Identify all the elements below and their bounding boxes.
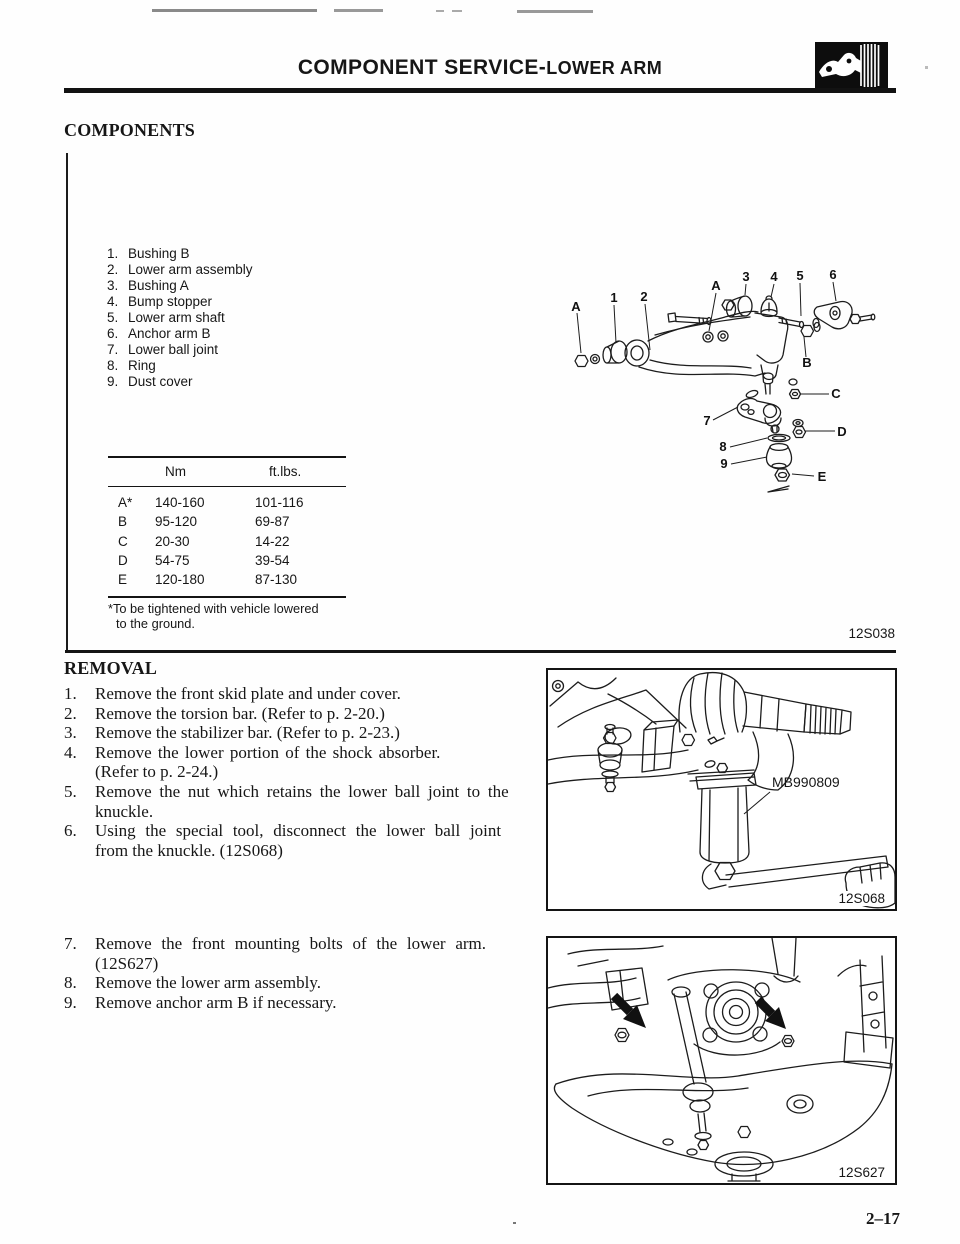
parts-list-item: 7. Lower ball joint [107,341,219,357]
scan-artifact-dot [452,10,462,12]
parts-list-item: 1. Bushing B [107,246,190,261]
diagram-label: 5 [796,268,804,283]
lower-arm-assembly [554,1061,892,1181]
hub-assembly [703,982,769,1042]
torque-row: A* 140-160 101-116 [118,495,304,510]
knuckle [838,956,893,1068]
figure-code: 12S068 [835,891,888,906]
scan-artifact-line [152,9,317,12]
scan-artifact-line [517,10,593,13]
scan-artifact-dot [436,10,444,12]
suspension-arm-wheel-icon [815,42,888,89]
diagram-leader-lines [577,282,836,476]
bolt-arrow-icon [614,996,786,1029]
arm-bolt [668,313,711,325]
stabilizer-link [672,987,713,1150]
torque-table-header [108,458,346,487]
torque-row: B 95-120 69-87 [118,514,290,530]
callout-leader-line [744,792,770,814]
components-heading: COMPONENTS [64,120,196,140]
removal-steps-1-6 [64,684,522,860]
page-title-main: COMPONENT SERVICE- [297,56,547,79]
parts-list-item: 2. Lower arm assembly [107,261,253,277]
removal-step: 5. Remove the nut which retains the lower ball joint to the knuckle. [64,781,509,821]
removal-step: 9. Remove anchor arm B if necessary. [64,992,337,1012]
parts-list-item: 9. Dust cover [107,373,193,389]
components-box-left-border [66,153,68,652]
parts-list-item: 8. Ring [107,357,156,373]
page-number: 2–17 [866,1209,900,1228]
removal-step: 3. Remove the stabilizer bar. (Refer to p. 2-23.) [64,723,400,743]
lower-arm-bolts-drawing [548,938,895,1183]
torque-table [108,456,346,598]
scan-artifact-dot [513,1222,516,1224]
diagram-label: 7 [703,413,711,428]
parts-list-item: 6. Anchor arm B [107,325,211,341]
figure-ball-joint-tool [546,668,897,911]
diagram-label: A [571,299,581,314]
anchor-arm-b [813,302,875,329]
components-box-bottom-border [65,650,896,653]
torque-row: E 120-180 87-130 [118,572,298,588]
exploded-diagram-drawing [555,255,900,505]
diagram-label: D [837,424,847,439]
torque-col-ftlbs: ft.lbs. [269,464,302,479]
header-rule [64,88,896,93]
torque-col-nm: Nm [165,464,186,479]
torque-table-body [108,487,346,596]
components-parts-list [107,246,253,390]
diagram-label: E [817,469,827,484]
parts-list-item: 4. Bump stopper [107,293,213,309]
bushing-b-parts [575,341,627,367]
removal-step: 6. Using the special tool, disconnect the lower ball joint from the knuckle. (12S068) [64,821,502,860]
diagram-label: 3 [742,269,750,284]
diagram-label: 8 [719,439,727,454]
diagram-label: B [802,355,812,370]
lower-arm-shaft [779,318,804,328]
diagram-label: 2 [640,289,648,304]
removal-step: 2. Remove the torsion bar. (Refer to p. 2-20.) [64,703,385,723]
exploded-diagram [555,255,900,505]
torque-row: C 20-30 14-22 [118,533,290,549]
figure-lower-arm-bolts [546,936,897,1185]
special-tool-callout: MB990809 [772,774,840,790]
removal-step: 8. Remove the lower arm assembly. [64,973,321,993]
figure-code: 12S627 [835,1165,888,1180]
components-figure-code: 12S038 [848,626,895,641]
removal-steps-7-9 [64,934,522,1012]
parts-list-item: 3. Bushing A [107,277,189,293]
torque-row: D 54-75 39-54 [118,552,290,568]
diagram-label: A [711,278,721,293]
diagram-label: 4 [770,269,778,284]
removal-step: 1. Remove the front skid plate and under cover. [64,684,401,703]
diagram-label: 9 [720,456,728,471]
torque-footnote: *To be tightened with vehicle lowered to the ground. [108,601,319,631]
special-tool [688,760,756,880]
removal-step: 7. Remove the front mounting bolts of the lower arm. (12S627) [64,934,487,973]
page-title-sub: LOWER ARM [546,58,663,78]
removal-step: 4. Remove the lower portion of the shock absorber. (Refer to p. 2-24.) [64,742,441,782]
diagram-label: 6 [829,267,837,282]
diagram-label: C [831,386,841,401]
ball-joint-tool-drawing [548,670,895,909]
scan-artifact-line [334,9,383,12]
parts-list-item: 5. Lower arm shaft [107,309,225,325]
removal-heading: REMOVAL [64,658,158,678]
diagram-labels [571,267,846,484]
diagram-label: 1 [610,290,618,305]
